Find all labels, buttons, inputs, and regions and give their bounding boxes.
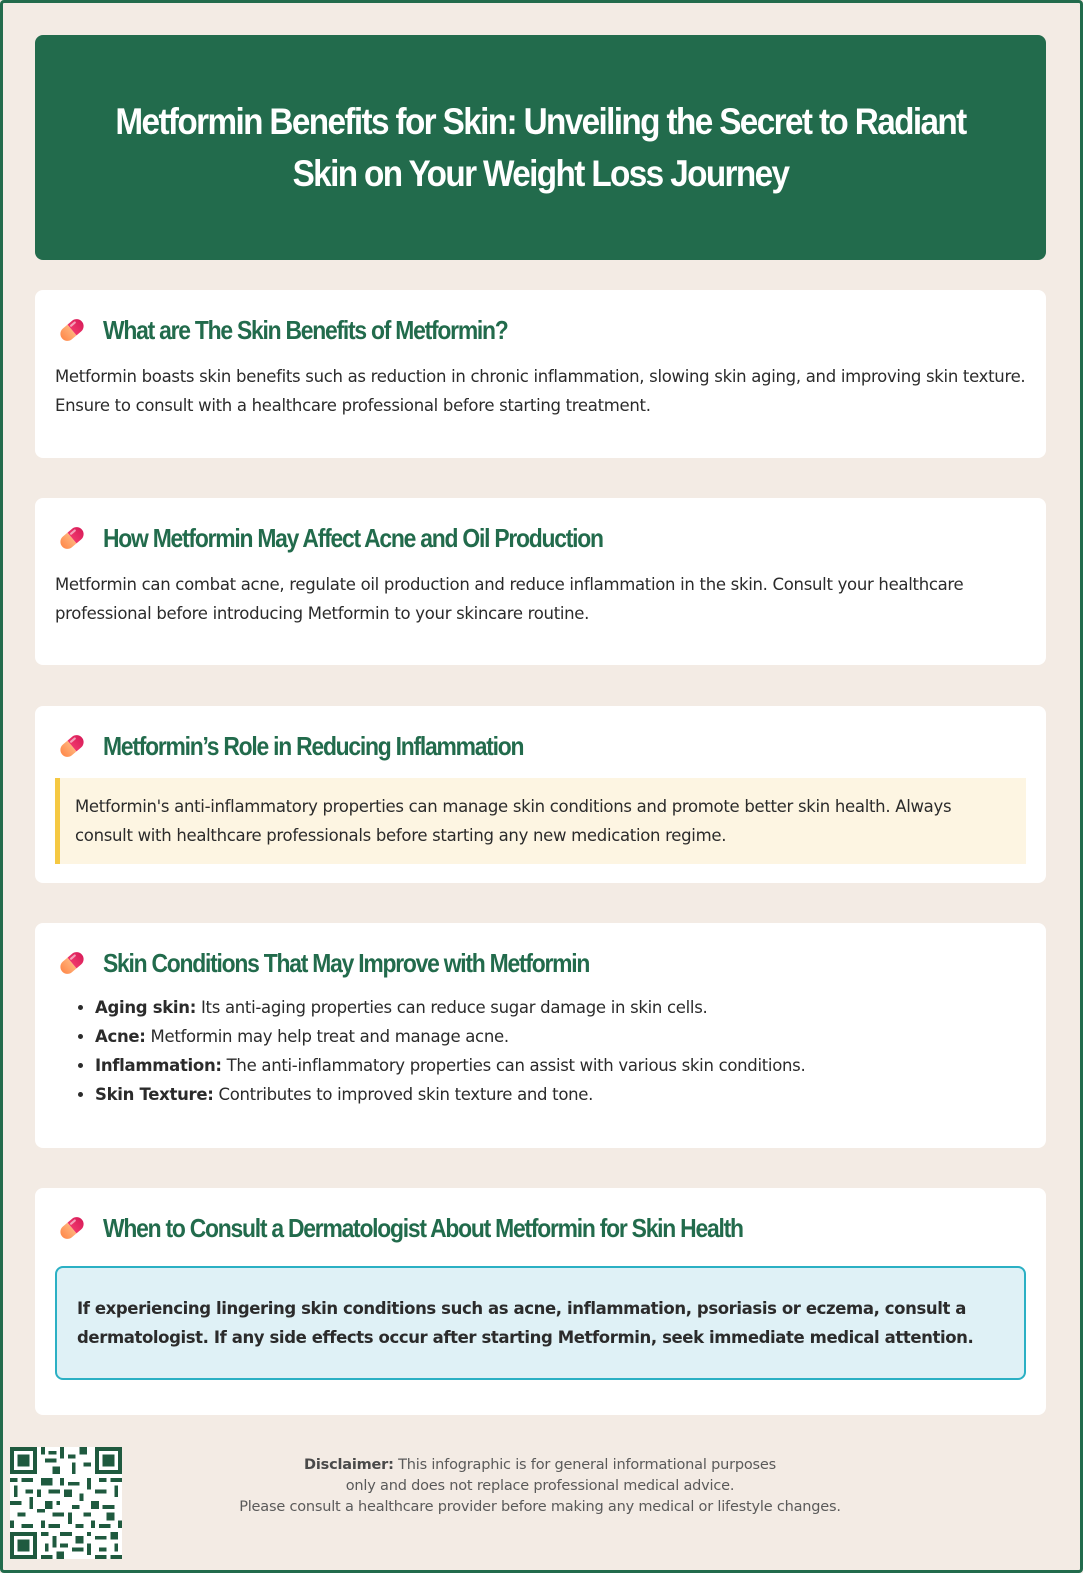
- section-card-dermatologist: [35, 1188, 1046, 1415]
- list-item-label: Aging skin:: [95, 998, 197, 1017]
- section-card-inflammation: [35, 706, 1046, 883]
- page-title: Metformin Benefits for Skin: Unveiling the Secret to Radiant Skin on Your Weight Loss Journey: [115, 100, 966, 194]
- qr-code-icon: [10, 1447, 122, 1559]
- pill-icon: [55, 946, 89, 980]
- list-item: [95, 1051, 1026, 1080]
- pill-icon: [55, 313, 89, 347]
- list-item-text: Metformin may help treat and manage acne.: [145, 1027, 509, 1046]
- list-item: [95, 993, 1026, 1022]
- section-card-acne: [35, 498, 1046, 665]
- list-item-text: The anti-inflammatory properties can assist with various skin conditions.: [221, 1056, 806, 1075]
- consult-callout: If experiencing lingering skin conditions such as acne, inflammation, psoriasis or eczema, consult a dermatologist. If any side effects occur after starting Metformin, seek immediate medical attention.: [55, 1266, 1026, 1380]
- list-item-label: Acne:: [95, 1027, 146, 1046]
- disclaimer-line-1: This infographic is for general informational purposes: [393, 1457, 776, 1473]
- list-item-text: Its anti-aging properties can reduce sugar damage in skin cells.: [196, 998, 708, 1017]
- highlight-callout: Metformin's anti-inflammatory properties can manage skin conditions and promote better skin health. Always consult with healthcare professionals before starting any new medication regime.: [55, 778, 1026, 864]
- pill-icon: [55, 521, 89, 555]
- disclaimer-line-3: Please consult a healthcare provider before making any medical or lifestyle changes.: [239, 1499, 841, 1515]
- title-banner: [35, 35, 1046, 260]
- disclaimer-line-2: only and does not replace professional medical advice.: [345, 1478, 735, 1494]
- section-heading: What are The Skin Benefits of Metformin?: [103, 314, 508, 345]
- list-item: [95, 1022, 1026, 1051]
- list-item-label: Inflammation:: [95, 1056, 222, 1075]
- section-heading: Skin Conditions That May Improve with Metformin: [103, 947, 590, 978]
- list-item-label: Skin Texture:: [95, 1085, 214, 1104]
- disclaimer: [200, 1455, 880, 1518]
- section-card-conditions: [35, 923, 1046, 1148]
- section-text: Metformin can combat acne, regulate oil production and reduce inflammation in the skin. Consult your healthcare professional before introducing Metformin to your skincare routine.: [55, 575, 964, 623]
- section-heading: When to Consult a Dermatologist About Metformin for Skin Health: [103, 1212, 743, 1243]
- list-item-text: Contributes to improved skin texture and tone.: [213, 1085, 594, 1104]
- conditions-list: [55, 993, 1026, 1109]
- section-heading: Metformin’s Role in Reducing Inflammation: [103, 730, 524, 761]
- pill-icon: [55, 1211, 89, 1245]
- section-heading: How Metformin May Affect Acne and Oil Production: [103, 522, 603, 553]
- pill-icon: [55, 729, 89, 763]
- disclaimer-label: Disclaimer:: [304, 1457, 394, 1473]
- section-card-skin-benefits: [35, 290, 1046, 458]
- section-text: Metformin boasts skin benefits such as reduction in chronic inflammation, slowing skin aging, and improving skin texture. Ensure to consult with a healthcare professional before starting treatment.: [55, 367, 1026, 415]
- list-item: [95, 1080, 1026, 1109]
